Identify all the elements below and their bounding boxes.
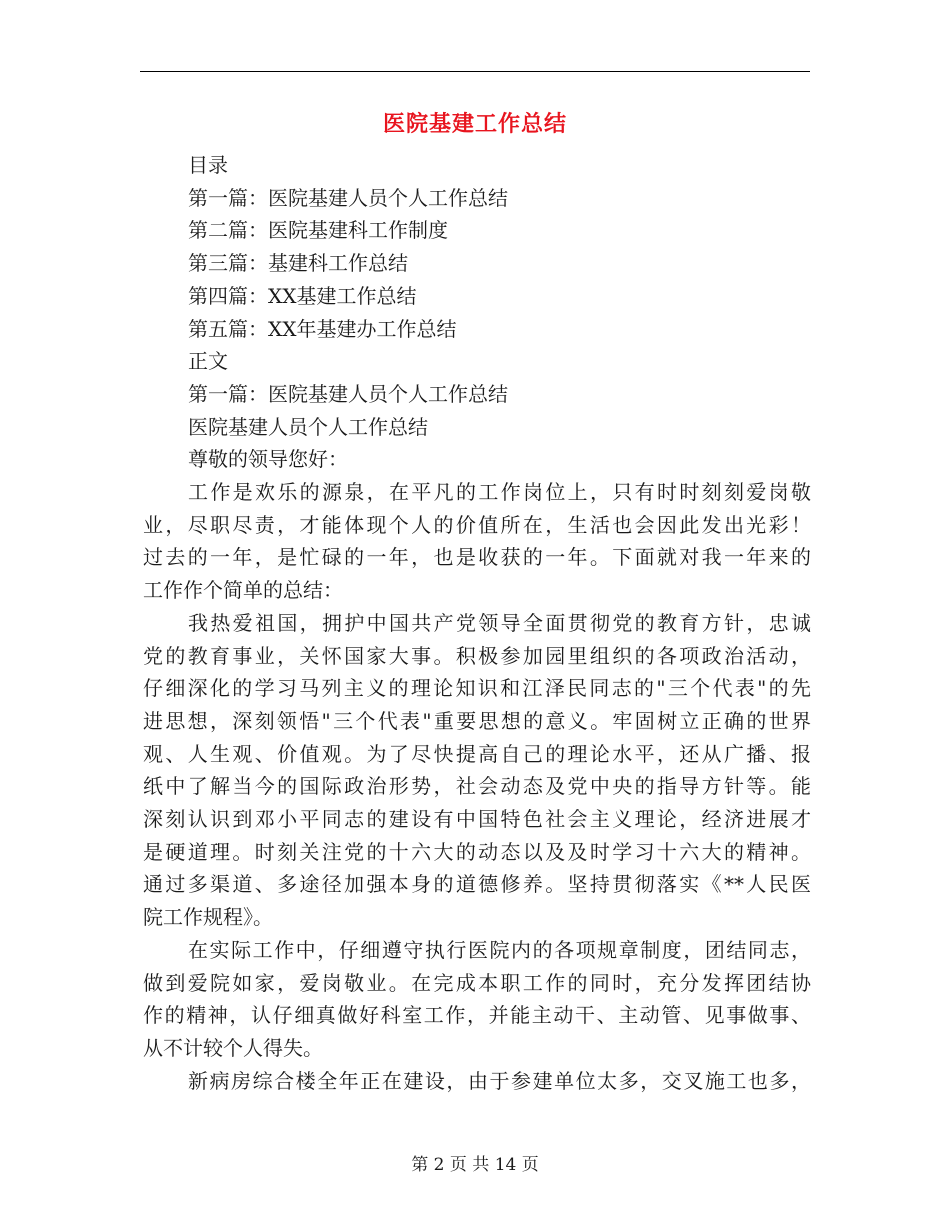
toc-item: 第五篇：XX年基建办工作总结 xyxy=(188,316,457,341)
paragraph-line: 工作是欢乐的源泉，在平凡的工作岗位上，只有时时刻刻爱岗敬 xyxy=(188,480,811,505)
section-subtitle: 医院基建人员个人工作总结 xyxy=(188,414,428,439)
paragraph-line: 院工作规程》。 xyxy=(143,905,273,930)
document-title: 医院基建工作总结 xyxy=(382,111,567,137)
paragraph-line: 业，尽职尽责，才能体现个人的价值所在，生活也会因此发出光彩！ xyxy=(143,512,811,537)
toc-item: 第一篇：医院基建人员个人工作总结 xyxy=(188,185,508,210)
paragraph-line: 进思想，深刻领悟"三个代表"重要思想的意义。牢固树立正确的世界 xyxy=(143,708,811,733)
paragraph-line: 在实际工作中，仔细遵守执行医院内的各项规章制度，团结同志， xyxy=(188,937,811,962)
header-rule xyxy=(140,71,810,72)
page-footer: 第 2 页 共 14 页 xyxy=(411,1155,539,1175)
toc-item: 第四篇：XX基建工作总结 xyxy=(188,283,417,308)
paragraph-line: 作的精神，认仔细真做好科室工作，并能主动干、主动管、见事做事、 xyxy=(143,1003,811,1028)
paragraph-line: 我热爱祖国，拥护中国共产党领导全面贯彻党的教育方针，忠诚 xyxy=(188,610,811,635)
paragraph-line: 做到爱院如家，爱岗敬业。在完成本职工作的同时，充分发挥团结协 xyxy=(143,970,811,995)
paragraph-line: 仔细深化的学习马列主义的理论知识和江泽民同志的"三个代表"的先 xyxy=(143,676,811,701)
paragraph-line: 是硬道理。时刻关注党的十六大的动态以及及时学习十六大的精神。 xyxy=(143,839,811,864)
paragraph-line: 从不计较个人得失。 xyxy=(143,1035,323,1060)
section-title: 第一篇：医院基建人员个人工作总结 xyxy=(188,381,508,406)
paragraph-line: 过去的一年，是忙碌的一年，也是收获的一年。下面就对我一年来的 xyxy=(143,545,811,570)
paragraph xyxy=(143,607,811,934)
paragraph-line: 通过多渠道、多途径加强本身的道德修养。坚持贯彻落实《**人民医 xyxy=(143,872,811,897)
paragraph-line: 新病房综合楼全年正在建设，由于参建单位太多，交叉施工也多， xyxy=(188,1068,811,1093)
toc-heading: 目录 xyxy=(188,153,228,177)
body-heading: 正文 xyxy=(188,349,228,374)
paragraph-line: 党的教育事业，关怀国家大事。积极参加园里组织的各项政治活动， xyxy=(143,643,811,668)
toc-item: 第二篇：医院基建科工作制度 xyxy=(188,218,448,243)
paragraph xyxy=(143,1065,811,1098)
paragraph-line: 工作作个简单的总结： xyxy=(143,578,343,603)
paragraph-line: 观、人生观、价值观。为了尽快提高自己的理论水平，还从广播、报 xyxy=(143,741,811,766)
toc-item: 第三篇：基建科工作总结 xyxy=(188,251,408,276)
paragraph-line: 纸中了解当今的国际政治形势，社会动态及党中央的指导方针等。能 xyxy=(143,774,811,799)
paragraph xyxy=(143,476,811,607)
greeting: 尊敬的领导您好： xyxy=(188,447,348,472)
paragraph-line: 深刻认识到邓小平同志的建设有中国特色社会主义理论，经济进展才 xyxy=(143,807,811,832)
paragraph xyxy=(143,934,811,1065)
document-body xyxy=(143,149,811,1097)
